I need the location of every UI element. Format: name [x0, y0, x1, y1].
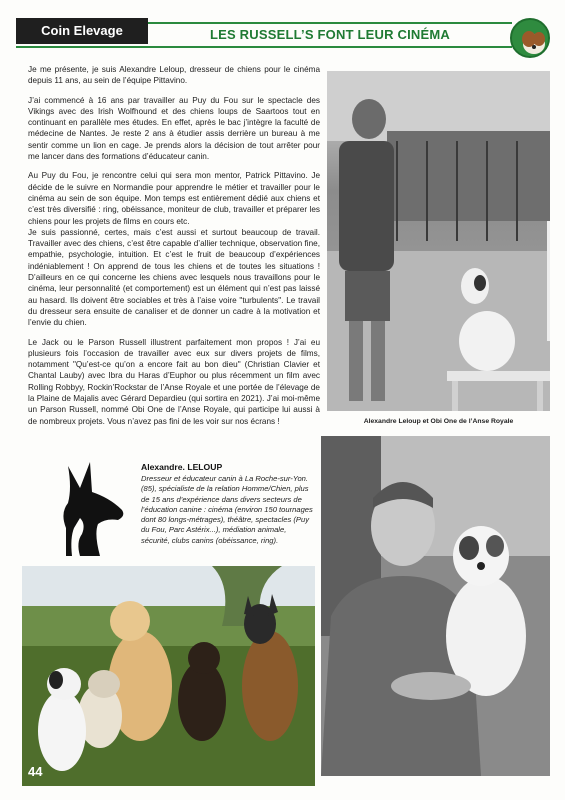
photo-group-of-dogs: [22, 566, 315, 786]
paragraph-5: Le Jack ou le Parson Russell illustrent parfaitement mon propos ! J’ai eu plusieurs fois l’occasion de travailler avec eux sur divers projets de films, notamment "Qu’est-ce qu’on a encore fait au bon dieu" (Christian Clavier et Chantal Lauby) avec Ibra du Haras d’Euphor ou plus récemment un film avec Rolling Robbyy, Rockin’Rockstar de l’Anse Royale et une portée de l’élevage de la Plaine de Majalis avec Gérard Depardieu (qui sortira en 2021). J’ai moi-même un Parson Russell, nommé Obi One de l’Anse Royale, qui participe lui aussi à de nombreux projets. Vous n’avez pas fini de les voir sur nos écrans !: [28, 337, 320, 426]
paragraph-1: Je me présente, je suis Alexandre Leloup, dresseur de chiens pour le cinéma depuis 11 ans, au sein de l’équipe Pittavino.: [28, 65, 320, 86]
club-logo: [510, 18, 550, 58]
photo-trainer-portrait: [321, 436, 550, 776]
paragraph-2: J’ai commencé à 16 ans par travailler au Puy du Fou sur le spectacle des Vikings avec des Irish Wolfhound et des chiens loups de Saartoos tout en continuant en parallèle mes études. En effet, après le bac j’intègre la faculté de médecine de Nantes. Je reste 2 ans à étudier assis derrière un bureau à me sentir comme un lion en cage. Je prends alors la décision de tout arrêter pour me lancer dans des formations d’éducateur canin.: [28, 95, 320, 162]
header-rule-top: [148, 22, 512, 24]
bio-text: Dresseur et éducateur canin à La Roche-sur-Yon. (85), spécialiste de la relation Homme/Chien, plus de 15 ans d’expérience dans divers secteurs de l’éducation canine : cinéma (environ 150 tournages dont 80 longs-métrages), théâtre, spectacles (Puy du Fou, Parc Astérix...), médiation animale, sécurité, clubs canins (obéissance, ring).: [141, 474, 313, 545]
paragraph-3: Au Puy du Fou, je rencontre celui qui sera mon mentor, Patrick Pittavino. Je décide de le suivre en Normandie pour apprendre le métier et travailler pour le cinéma au sein de son équipe. Mon temps est entièrement dédié aux chiens et c’est très diversifié : ring, obéissance, moniteur de club, travailler et préparer les chiens pour les projets de films en cours etc.: [28, 171, 320, 226]
paragraph-4: Je suis passionné, certes, mais c’est aussi et surtout beaucoup de travail. Travailler avec des chiens, c’est être capable d’allier technique, observation fine, empathie, psychologie, intuition. Et c’est le fruit de beaucoup d’expériences indéniablement ! On apprend de tous les chiens et de toutes les situations ! D’ailleurs en ce qui concerne les chiens avec lesquels nous travaillons pour le cinéma, leur personnalité (et comportement) est un élément qui n’est pas laissé au hasard. Ils doivent être sociables et très à l’aise voire "turbulents". Le travail du dresseur sera ensuite de canaliser et de donner un cadre à la motivation et l’envie du chien.: [28, 227, 320, 328]
photo-trainer-with-dog: [327, 71, 550, 411]
article-title: LES RUSSELL’S FONT LEUR CINÉMA: [209, 27, 450, 42]
page-number: 44: [28, 764, 43, 779]
section-tag: Coin Elevage: [16, 18, 148, 44]
dog-human-silhouette-logo: [50, 458, 130, 558]
article-body: [28, 64, 320, 435]
photo-caption: Alexandre Leloup et Obi One de l’Anse Royale: [363, 418, 514, 425]
bio-name: Alexandre. LELOUP: [141, 462, 223, 472]
header-rule-bottom: [16, 46, 512, 48]
